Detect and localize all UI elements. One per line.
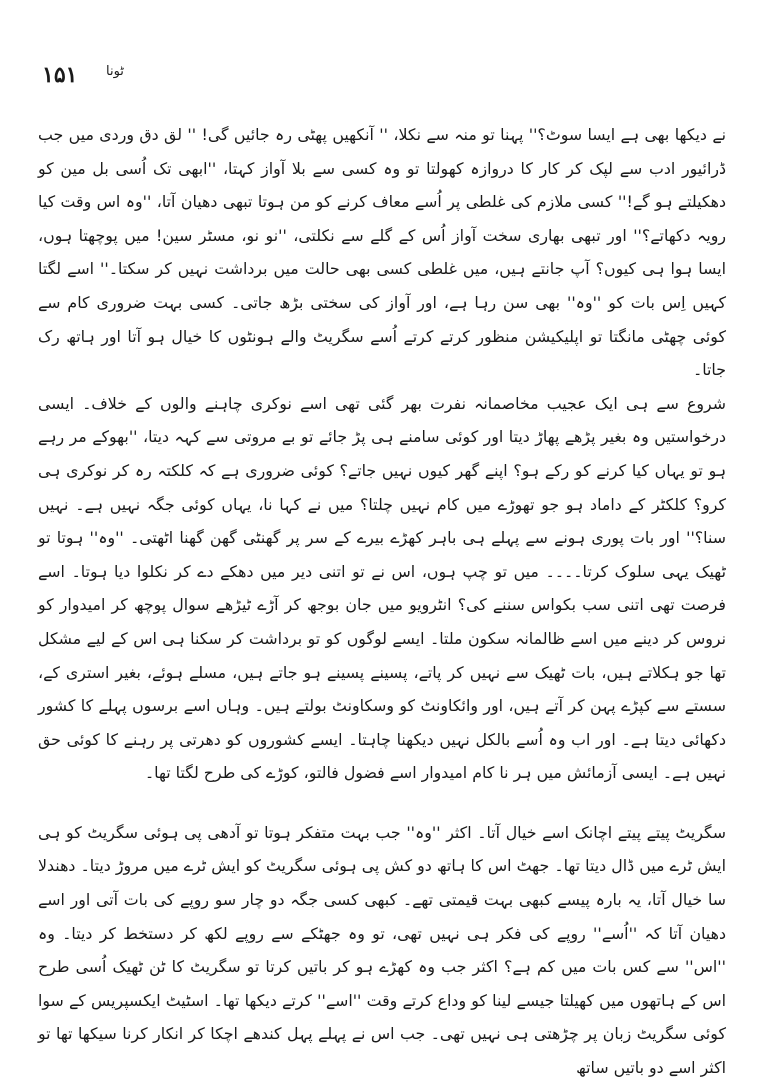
running-title: ٹونا	[106, 64, 124, 79]
paragraph-3: سگریٹ پیتے پیتے اچانک اسے خیال آتا۔ اکثر ''وہ'' جب بہت متفکر ہوتا تو آدھی پی ہوئی سگریٹ کو ہی ایش ٹرے میں ڈال دیتا تھا۔ جھٹ اس کا ہاتھ دو کش پی ہوئی سگریٹ کو ایش ٹرے میں مروڑ دیتا۔ دھندلا سا خیال آتا، یہ بارہ پیسے کبھی بہت قیمتی تھے۔ کبھی کسی جگہ دو چار سو روپے کی بات آتی اور اسے دھیان آتا کہ ''اُسے'' روپے کی فکر ہی نہیں تھی، تو وہ جھٹکے سے روپے لکھ کر دستخط کر دیتا۔ وہ ''اس'' سے کس بات میں کم ہے؟ اکثر جب وہ کھڑے ہو کر باتیں کرتا تو سگریٹ کا ٹن ٹھیک اُسی طرح اس کے ہاتھوں میں کھیلتا جیسے لینا کو وداع کرتے وقت ''اسے'' کرتے دیکھا تھا۔ اسٹیٹ ایکسپریس کے سوا کوئی سگریٹ زبان پر چڑھتی ہی نہیں تھی۔ جب اس نے پہلے پہل کندھے اچکا کر انکار کرنا سیکھا تھا تو اکثر اسے دو باتیں ساتھ	[38, 822, 726, 1078]
paragraph-2: شروع سے ہی ایک عجیب مخاصمانہ نفرت بھر گئی تھی اسے نوکری چاہنے والوں کے خلاف۔ ایسی درخواستیں وہ بغیر پڑھے پھاڑ دیتا اور کوئی سامنے ہی پڑ جائے تو بے مروتی سے کہہ دیتا، ''بھوکے مر رہے ہو تو یہاں کیا کرنے کو رکے ہو؟ اپنے گھر کیوں نہیں جاتے؟ کوئی ضروری ہے کہ کلکتہ رہ کر نوکری ہی کرو؟ کلکٹر کے داماد ہو جو تھوڑے میں کام نہیں چلتا؟ میں نے کہا نا، یہاں کوئی جگہ نہیں ہے۔ نہیں سنا؟'' اور بات پوری ہونے سے پہلے ہی باہر کھڑے بیرے کے سر پر گھنٹی گھن گھنا اٹھتی۔ ''وہ'' ہوتا تو ٹھیک یہی سلوک کرتا۔۔۔۔ میں تو چپ ہوں، اس نے تو اتنی دیر میں دھکے دے کر نکلوا دیا ہوتا۔ اسے فرصت تھی اتنی سب بکواس سننے کی؟ انٹرویو میں جان بوجھ کر آڑے ٹیڑھے سوال پوچھ کر امیدوار کو نروس کر دینے میں اسے ظالمانہ سکون ملتا۔ ایسے لوگوں کو تو برداشت کر سکنا ہی اس کے لیے مشکل تھا جو ہکلاتے ہیں، بات ٹھیک سے نہیں کر پاتے، پسینے پسینے ہو جاتے ہیں، مسلے ہوئے، بغیر استری کے، سستے سے کپڑے پہن کر آتے ہیں، اور وائکاونٹ کو وسکاونٹ بولتے ہیں۔ وہاں اسے برسوں پہلے کا کشور دکھائی دیتا ہے۔ اور اب وہ اُسے بالکل نہیں دیکھنا چاہتا۔ ایسے کشوروں کو دھرتی پر رہنے کا کوئی حق نہیں ہے۔ ایسی آزمائش میں ہر نا کام امیدوار اسے فضول فالتو، کوڑے کی طرح لگتا تھا۔	[38, 393, 726, 783]
page-body	[38, 118, 726, 1085]
page-number: ۱۵۱	[42, 62, 78, 88]
paragraph-1: نے دیکھا بھی ہے ایسا سوٹ؟'' پہنا تو منہ سے نکلا، '' آنکھیں پھٹی رہ جائیں گی! '' لق دق وردی میں جب ڈرائیور ادب سے لپک کر کار کا دروازہ کھولتا تو وہ کسی سے بلا آواز کہتا، ''ابھی تک اُسی بل مین کو دھکیلتے ہو گے!'' کسی ملازم کی غلطی پر اُسے معاف کرنے کو من ہوتا تبھی دھیان آتا، ''وہ اس وقت کیا رویہ دکھاتے؟'' اور تبھی بھاری سخت آواز اُس کے گلے سے نکلتی، ''نو نو، مسٹر سین! میں پوچھتا ہوں، ایسا ہوا ہی کیوں؟ آپ جانتے ہیں، میں غلطی کسی بھی حالت میں برداشت نہیں کر سکتا۔'' اسے لگتا کہیں اِس بات کو ''وہ'' بھی سن رہا ہے، اور آواز کی سختی بڑھ جاتی۔ کسی بہت ضروری کام سے کوئی چھٹی مانگتا تو اپلیکیشن منظور کرتے کرتے اُسے سگریٹ والے ہونٹوں کا خیال ہو آتا اور ہاتھ رک جاتا۔	[38, 125, 726, 380]
